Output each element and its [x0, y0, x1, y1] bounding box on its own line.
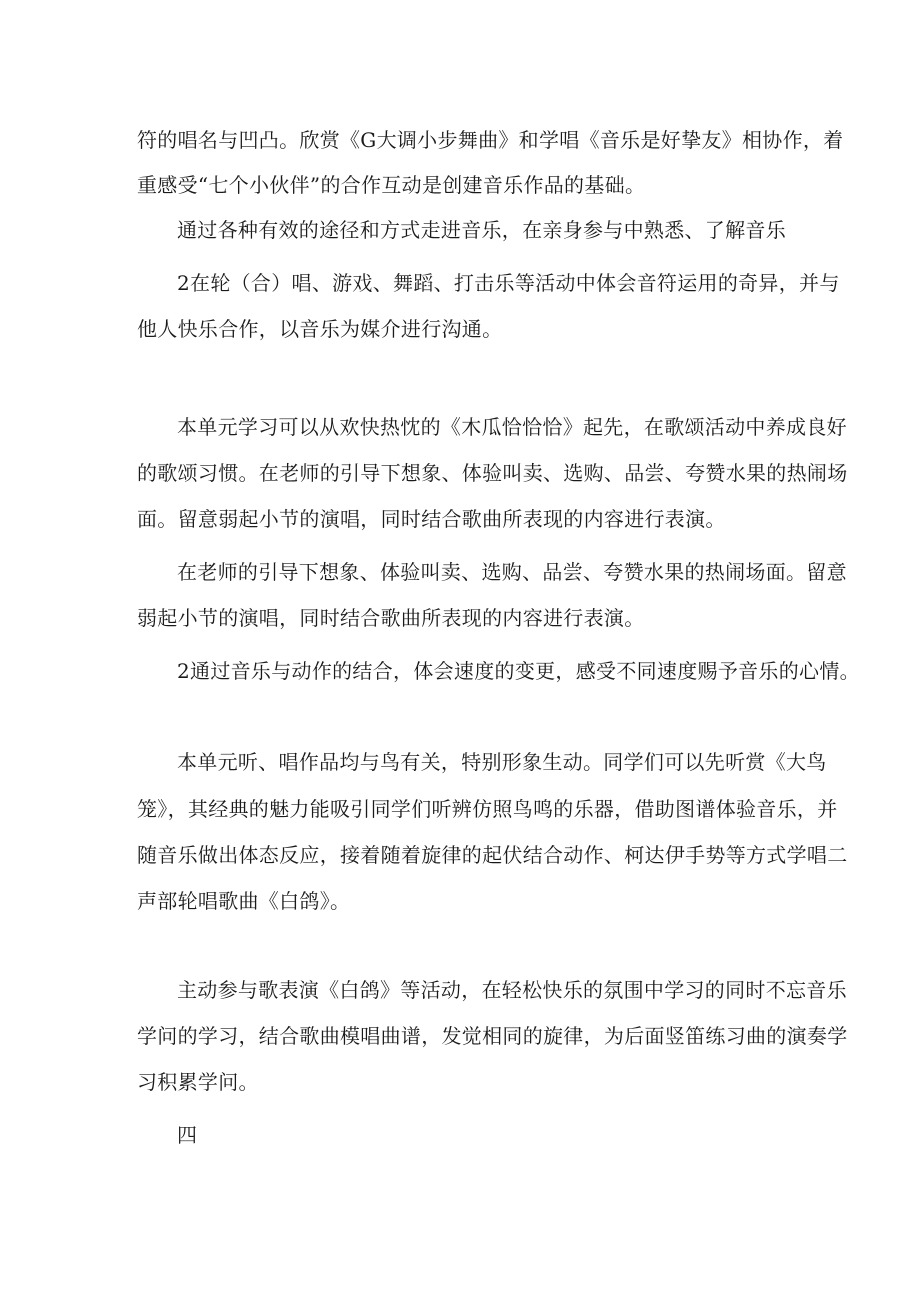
- paragraph-4-line-1: 本单元学习可以从欢快热忱的《木瓜恰恰恰》起先，在歌颂活动中养成良好: [177, 415, 847, 439]
- paragraph-3-line-2: 他人快乐合作，以音乐为媒介进行沟通。: [137, 317, 503, 341]
- paragraph-1-line-2: 重感受“七个小伙伴”的合作互动是创建音乐作品的基础。: [137, 173, 646, 197]
- paragraph-2-line-1: 通过各种有效的途径和方式走进音乐，在亲身参与中熟悉、了解音乐: [177, 218, 786, 242]
- paragraph-8-line-3: 习积累学问。: [137, 1070, 259, 1094]
- paragraph-1-line-1: 符的唱名与凹凸。欣赏《G大调小步舞曲》和学唱《音乐是好挚友》相协作，着: [137, 128, 844, 152]
- paragraph-4-line-2: 的歌颂习惯。在老师的引导下想象、体验叫卖、选购、品尝、夸赞水果的热闹场: [137, 461, 848, 485]
- paragraph-4-line-3: 面。留意弱起小节的演唱，同时结合歌曲所表现的内容进行表演。: [137, 507, 726, 531]
- paragraph-8-line-1: 主动参与歌表演《白鸽》等活动，在轻松快乐的氛围中学习的同时不忘音乐: [177, 978, 847, 1002]
- paragraph-7-line-2: 笼》，其经典的魅力能吸引同学们听辨仿照鸟鸣的乐器，借助图谱体验音乐，并: [137, 797, 838, 821]
- paragraph-9-line-1: 四: [177, 1123, 198, 1147]
- paragraph-6-line-1: 2通过音乐与动作的结合，体会速度的变更，感受不同速度赐予音乐的心情。: [177, 659, 860, 683]
- paragraph-7-line-1: 本单元听、唱作品均与鸟有关，特别形象生动。同学们可以先听赏《大鸟: [177, 750, 827, 774]
- paragraph-5-line-2: 弱起小节的演唱，同时结合歌曲所表现的内容进行表演。: [137, 606, 645, 630]
- paragraph-8-line-2: 学问的学习，结合歌曲模唱曲谱，发觉相同的旋律，为后面竖笛练习曲的演奏学: [137, 1024, 848, 1048]
- paragraph-7-line-3: 随音乐做出体态反应，接着随着旋律的起伏结合动作、柯达伊手势等方式学唱二: [137, 843, 848, 867]
- paragraph-7-line-4: 声部轮唱歌曲《白鸽》。: [137, 889, 351, 913]
- paragraph-3-line-1: 2在轮（合）唱、游戏、舞蹈、打击乐等活动中体会音符运用的奇异，并与: [177, 271, 840, 295]
- paragraph-5-line-1: 在老师的引导下想象、体验叫卖、选购、品尝、夸赞水果的热闹场面。留意: [177, 560, 847, 584]
